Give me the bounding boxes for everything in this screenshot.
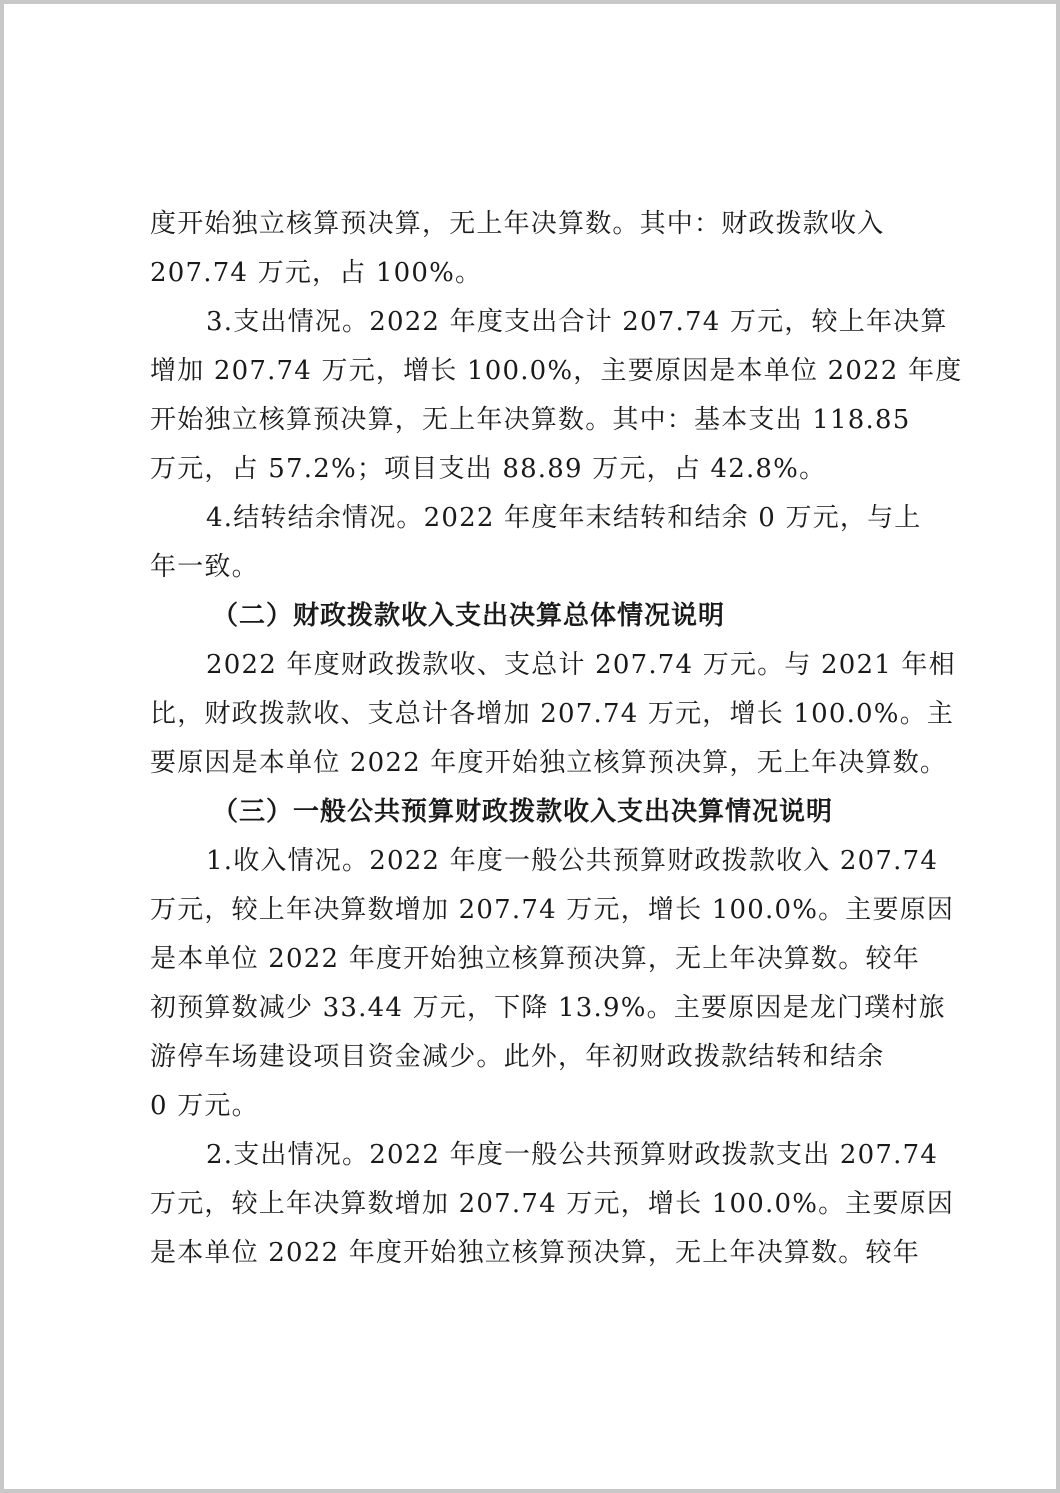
text-line: 1.收入情况。2022 年度一般公共预算财政拨款收入 207.74	[206, 846, 939, 876]
text-line: 年一致。	[150, 552, 259, 582]
text-line: 万元，较上年决算数增加 207.74 万元，增长 100.0%。主要原因	[150, 1189, 955, 1219]
text-line: 初预算数减少 33.44 万元，下降 13.9%。主要原因是龙门璞村旅	[150, 993, 946, 1023]
text-line: 0 万元。	[150, 1091, 259, 1121]
text-line: 是本单位 2022 年度开始独立核算预决算，无上年决算数。较年	[150, 944, 920, 974]
paragraph-general-budget-income	[150, 837, 955, 1131]
paragraph-carryover	[150, 494, 930, 592]
text-line: 要原因是本单位 2022 年度开始独立核算预决算，无上年决算数。	[150, 748, 948, 778]
text-line: 万元，占 57.2%；项目支出 88.89 万元，占 42.8%。	[150, 454, 827, 484]
text-line: 是本单位 2022 年度开始独立核算预决算，无上年决算数。较年	[150, 1238, 920, 1268]
text-line: 度开始独立核算预决算，无上年决算数。其中：财政拨款收入	[150, 209, 885, 239]
text-line: 增加 207.74 万元，增长 100.0%，主要原因是本单位 2022 年度	[150, 356, 963, 386]
section-heading-2: （二）财政拨款收入支出决算总体情况说明	[212, 601, 726, 631]
text-line: 开始独立核算预决算，无上年决算数。其中：基本支出 118.85	[150, 405, 911, 435]
paragraph-income-continued	[150, 200, 930, 298]
text-line: 4.结转结余情况。2022 年度年末结转和结余 0 万元，与上	[206, 503, 922, 533]
text-line: 万元，较上年决算数增加 207.74 万元，增长 100.0%。主要原因	[150, 895, 955, 925]
text-line: 游停车场建设项目资金减少。此外，年初财政拨款结转和结余	[150, 1042, 885, 1072]
text-line: 2022 年度财政拨款收、支总计 207.74 万元。与 2021 年相	[206, 650, 956, 680]
text-line: 2.支出情况。2022 年度一般公共预算财政拨款支出 207.74	[206, 1140, 939, 1170]
paragraph-general-budget-expenditure	[150, 1131, 955, 1278]
text-line: 3.支出情况。2022 年度支出合计 207.74 万元，较上年决算	[206, 307, 948, 337]
text-line: 比，财政拨款收、支总计各增加 207.74 万元，增长 100.0%。主	[150, 699, 955, 729]
text-line: 207.74 万元，占 100%。	[150, 258, 483, 288]
paragraph-expenditure	[150, 298, 963, 494]
paragraph-fiscal-overview	[150, 641, 956, 788]
document-body	[150, 200, 963, 1278]
section-heading-3: （三）一般公共预算财政拨款收入支出决算情况说明	[212, 797, 834, 827]
